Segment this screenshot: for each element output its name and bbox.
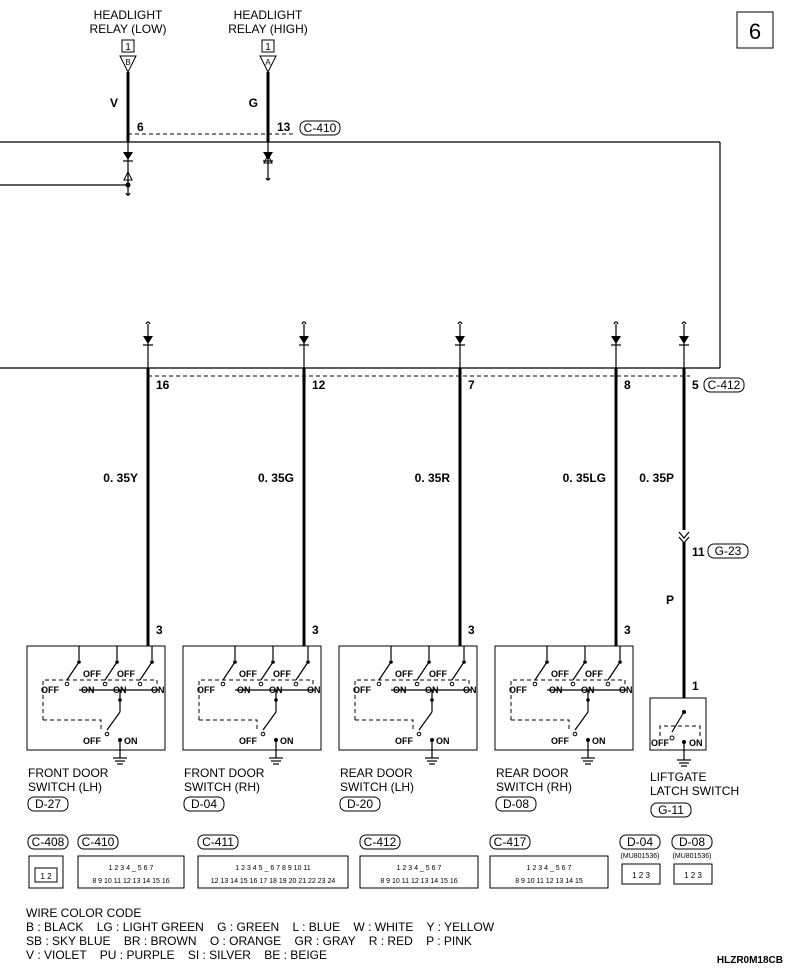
switch-rear-lh-off-0: OFF — [395, 669, 413, 679]
relay-high-label-2: RELAY (HIGH) — [228, 22, 308, 36]
switch-code-rear-lh: D-20 — [346, 797, 374, 811]
relay-low-connector-symbol — [120, 40, 136, 72]
switch-name-rear-lh-1: REAR DOOR — [340, 766, 413, 780]
switch-rear-lh-on-4: ON — [425, 685, 439, 695]
column-liftgate — [679, 322, 689, 698]
conn-c412-code: C-412 — [363, 835, 397, 849]
switch-front-rh-on-7: ON — [280, 736, 294, 746]
switch-front-rh-on-5: ON — [307, 685, 321, 695]
liftgate-switch-pin: 1 — [692, 679, 699, 693]
conn-c411-row1: 1 2 3 4 5 _ 6 7 8 9 10 11 — [235, 865, 311, 872]
switch-front-rh-on-3: ON — [237, 685, 251, 695]
conn-c411-code: C-411 — [202, 835, 234, 849]
switch-rear-rh-on-4: ON — [581, 685, 595, 695]
switch-name-front-lh-2: SWITCH (LH) — [28, 780, 102, 794]
switch-pin-front-lh: 3 — [156, 623, 163, 637]
switch-rear-lh-on-7: ON — [436, 736, 450, 746]
switch-name-front-lh-1: FRONT DOOR — [28, 766, 109, 780]
column-front-lh — [143, 322, 153, 646]
wire-label-rear-lh: 0. 35R — [414, 471, 450, 485]
conn-c410-code: C-410 — [81, 835, 115, 849]
switch-rear-lh-off-6: OFF — [395, 736, 413, 746]
column-rear-lh — [455, 322, 465, 646]
liftgate-junction-pin: 11 — [692, 545, 705, 559]
switch-code-front-lh: D-27 — [34, 797, 62, 811]
relay-low-badge: 1 — [125, 42, 131, 53]
figure-code: HLZR0M18CB — [716, 955, 783, 966]
relay-high-pin: 13 — [277, 120, 291, 134]
switch-name-rear-rh-1: REAR DOOR — [496, 766, 569, 780]
liftgate-label-1: LIFTGATE — [650, 770, 707, 784]
switch-front-rh-on-4: ON — [269, 685, 283, 695]
conn-c412-row2: 8 9 10 11 12 13 14 15 16 — [380, 878, 458, 885]
switch-rear-lh-on-3: ON — [393, 685, 407, 695]
switch-rear-lh-off-1: OFF — [429, 669, 447, 679]
liftgate-wire-color: P — [665, 593, 674, 607]
wire-label-liftgate: 0. 35P — [639, 471, 674, 485]
pin-12: 12 — [312, 378, 326, 392]
pin-8: 8 — [624, 378, 631, 392]
switch-front-lh-on-3: ON — [81, 685, 95, 695]
switch-front-lh-on-7: ON — [124, 736, 138, 746]
conn-d08-part: (MU801536) — [672, 853, 712, 860]
switch-box-rear-rh — [495, 646, 633, 764]
conn-c408-pins: 1 2 — [40, 872, 52, 881]
conn-d04-code: D-04 — [626, 835, 654, 849]
page-number: 6 — [748, 19, 762, 44]
color-code-line-1: B : BLACK LG : LIGHT GREEN G : GREEN L : BLUE W : WHITE Y : YELLOW — [26, 920, 495, 934]
liftgate-junction-connector: G-23 — [714, 544, 742, 558]
switch-front-lh-on-5: ON — [151, 685, 165, 695]
switch-rear-rh-off-6: OFF — [551, 736, 569, 746]
switch-front-rh-off-0: OFF — [239, 669, 257, 679]
wire-label-rear-rh: 0. 35LG — [562, 471, 606, 485]
relay-low-pin: 6 — [137, 120, 144, 134]
column-front-rh — [299, 322, 309, 646]
conn-c417-row1: 1 2 3 4 _ 5 6 7 — [526, 865, 572, 872]
switch-name-front-rh-1: FRONT DOOR — [184, 766, 265, 780]
switch-front-lh-off-0: OFF — [83, 669, 101, 679]
switch-code-rear-rh: D-08 — [502, 797, 530, 811]
switch-rear-lh-off-2: OFF — [353, 685, 371, 695]
conn-c408-code: C-408 — [31, 835, 65, 849]
conn-c417-code: C-417 — [493, 835, 527, 849]
switch-front-lh-off-2: OFF — [41, 685, 59, 695]
conn-d08-pins: 1 2 3 — [684, 871, 702, 880]
connector-views — [28, 835, 712, 888]
switch-name-rear-rh-2: SWITCH (RH) — [496, 780, 572, 794]
switch-rear-rh-on-7: ON — [592, 736, 606, 746]
relay-low-label-1: HEADLIGHT — [93, 8, 163, 22]
relay-low-wire-color: V — [109, 96, 118, 110]
switch-front-rh-off-6: OFF — [239, 736, 257, 746]
switch-name-rear-lh-2: SWITCH (LH) — [340, 780, 414, 794]
switch-name-front-rh-2: SWITCH (RH) — [184, 780, 260, 794]
conn-c410-row1: 1 2 3 4 _ 5 6 7 — [108, 865, 154, 872]
conn-d04-pins: 1 2 3 — [632, 871, 650, 880]
conn-c411-row2: 12 13 14 15 16 17 18 19 20 21 22 23 24 — [210, 878, 336, 885]
color-code-line-3: V : VIOLET PU : PURPLE SI : SILVER BE : BEIGE — [26, 948, 327, 962]
switch-code-front-rh: D-04 — [190, 797, 218, 811]
conn-c410-row2: 8 9 10 11 12 13 14 15 16 — [92, 878, 170, 885]
color-code-line-2: SB : SKY BLUE BR : BROWN O : ORANGE GR : GRAY R : RED P : PINK — [26, 934, 472, 948]
liftgate-code: G-11 — [658, 803, 684, 817]
relay-high-wire-color: G — [248, 96, 258, 110]
pin-5: 5 — [692, 378, 699, 392]
switch-front-lh-off-1: OFF — [117, 669, 135, 679]
liftgate-label-2: LATCH SWITCH — [650, 784, 740, 798]
switch-rear-rh-on-3: ON — [549, 685, 563, 695]
liftgate-on: ON — [689, 738, 703, 748]
switch-pin-rear-rh: 3 — [624, 623, 631, 637]
switch-box-front-rh — [183, 646, 321, 764]
wire-label-front-rh: 0. 35G — [257, 471, 294, 485]
switch-box-rear-lh — [339, 646, 477, 764]
top-connector-code: C-410 — [303, 121, 337, 135]
switch-rear-rh-off-0: OFF — [551, 669, 569, 679]
switch-rear-rh-on-5: ON — [619, 685, 633, 695]
wire-label-front-lh: 0. 35Y — [103, 471, 138, 485]
switch-box-front-lh — [27, 646, 165, 764]
switch-front-rh-off-2: OFF — [197, 685, 215, 695]
pin-16: 16 — [156, 378, 170, 392]
relay-high-badge: 1 — [265, 42, 271, 53]
switch-rear-rh-off-2: OFF — [509, 685, 527, 695]
liftgate-switch-box — [650, 698, 706, 766]
relay-low-label-2: RELAY (LOW) — [89, 22, 167, 36]
relay-high-letter: A — [265, 58, 271, 67]
switch-front-lh-off-6: OFF — [83, 736, 101, 746]
column-rear-rh — [611, 322, 621, 646]
liftgate-off: OFF — [651, 738, 669, 748]
conn-d08-code: D-08 — [678, 835, 706, 849]
switch-rear-rh-off-1: OFF — [585, 669, 603, 679]
conn-c417-row2: 8 9 10 11 12 13 14 15 — [515, 878, 583, 885]
conn-c412-row1: 1 2 3 4 _ 5 6 7 — [396, 865, 442, 872]
switch-rear-lh-on-5: ON — [463, 685, 477, 695]
switch-front-lh-on-4: ON — [113, 685, 127, 695]
bottom-connector-code: C-412 — [707, 378, 741, 392]
switch-pin-rear-lh: 3 — [468, 623, 475, 637]
color-code-title: WIRE COLOR CODE — [26, 906, 142, 920]
relay-low-letter: B — [125, 58, 131, 67]
conn-d04-part: (MU801536) — [620, 853, 660, 860]
switch-pin-front-rh: 3 — [312, 623, 319, 637]
pin-7: 7 — [468, 378, 475, 392]
relay-high-connector-symbol — [260, 40, 276, 72]
switch-front-rh-off-1: OFF — [273, 669, 291, 679]
relay-high-label-1: HEADLIGHT — [233, 8, 303, 22]
